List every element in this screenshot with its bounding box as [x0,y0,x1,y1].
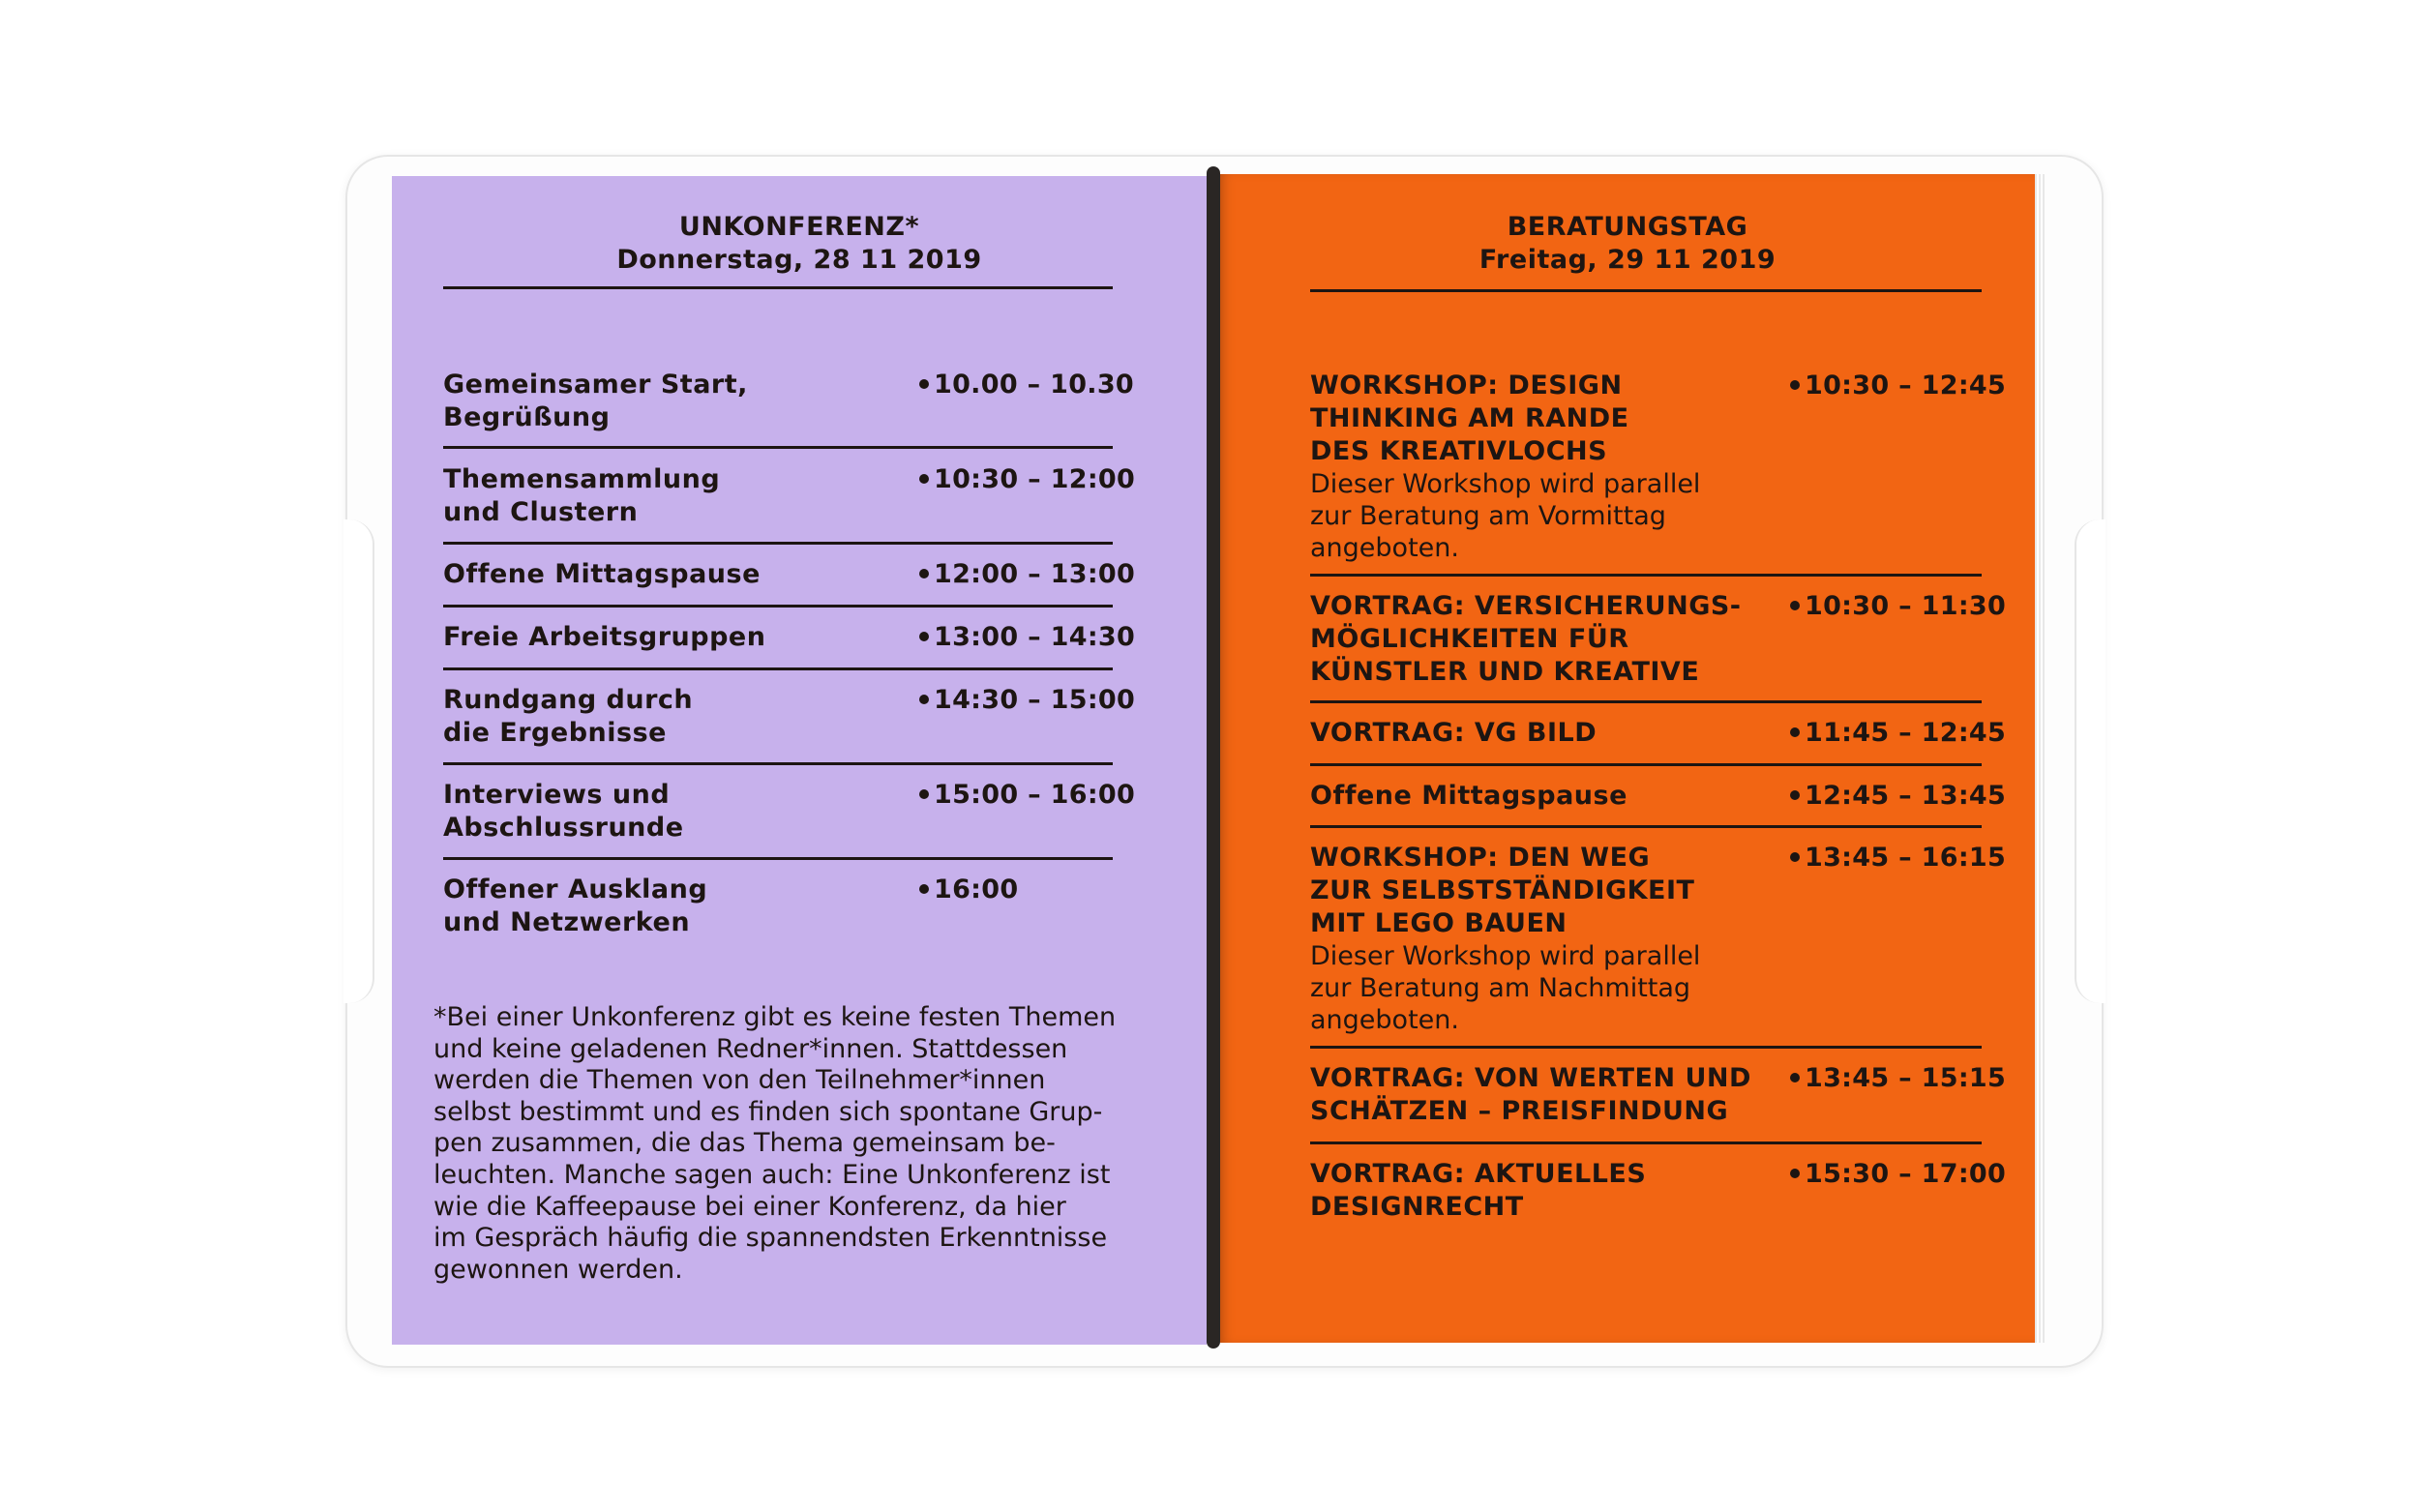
schedule-item-title-line: DES KREATIVLOCHS [1310,436,1608,466]
schedule-item-time: 10.00 – 10.30 [919,369,1134,401]
schedule-item-description-line: angeboten. [1310,533,1459,563]
bullet-icon [1790,852,1800,862]
schedule-item-title-line: SCHÄTZEN – PREISFINDUNG [1310,1096,1729,1126]
bullet-icon [919,379,929,389]
schedule-item-title-line: WORKSHOP: DESIGN [1310,371,1623,400]
schedule-item-title-line: Rundgang durch [443,685,694,715]
footnote-line: pen zusammen, die das Thema gemeinsam be- [433,1128,1056,1159]
footnote-line: werden die Themen von den Teilnehmer*innen [433,1065,1046,1096]
schedule-item-time: 15:00 – 16:00 [919,779,1135,812]
bullet-icon [1790,1073,1800,1082]
schedule-item-title-line: MIT LEGO BAUEN [1310,908,1568,938]
item-divider [443,762,1113,765]
bullet-icon [1790,601,1800,610]
bullet-icon [919,789,929,799]
schedule-item-title-line: die Ergebnisse [443,718,667,748]
item-divider [443,542,1113,545]
schedule-item-time: 12:00 – 13:00 [919,558,1135,591]
schedule-item-title-line: VORTRAG: VG BILD [1310,718,1598,748]
schedule-item-time: 10:30 – 12:45 [1790,370,2006,402]
schedule-item-title-line: KÜNSTLER UND KREATIVE [1310,657,1700,687]
cover-notch-right [2075,519,2105,1003]
bullet-icon [919,884,929,894]
schedule-item-time: 12:45 – 13:45 [1790,780,2006,813]
schedule-item-title-line: Freie Arbeitsgruppen [443,622,766,652]
schedule-item-title-line: Gemeinsamer Start, [443,370,748,400]
schedule-item-time: 16:00 [919,874,1018,906]
schedule-item-time: 10:30 – 12:00 [919,463,1135,496]
left-page-header [392,211,1207,277]
item-divider [443,446,1113,449]
schedule-item-title-line: Offene Mittagspause [1310,781,1628,811]
bullet-icon [919,569,929,578]
schedule-item-time: 14:30 – 15:00 [919,684,1135,717]
bullet-icon [919,474,929,484]
schedule-item-title-line: Themensammlung [443,464,721,494]
booklet-spine [1207,166,1220,1349]
schedule-item-title-line: Begrüßung [443,402,611,432]
schedule-item-time: 13:00 – 14:30 [919,621,1135,654]
schedule-item-title-line: Offene Mittagspause [443,559,761,589]
left-header-rule [443,286,1113,289]
item-divider [1310,700,1982,703]
schedule-item-title-line: WORKSHOP: DEN WEG [1310,843,1651,873]
footnote-line: im Gespräch häufig die spannendsten Erkenntnisse [433,1223,1108,1254]
item-divider [1310,1141,1982,1144]
item-divider [443,667,1113,670]
cover-notch-left [343,519,374,1003]
item-divider [1310,763,1982,766]
left-page-date: Donnerstag, 28 11 2019 [616,245,982,275]
schedule-item-title-line: THINKING AM RANDE [1310,403,1629,433]
schedule-item-title-line: Interviews und [443,780,671,810]
unkonferenz-footnote [433,1002,1130,1286]
page-edges [2035,174,2045,1343]
right-page-title: BERATUNGSTAG [1507,212,1748,242]
schedule-item-time: 15:30 – 17:00 [1790,1158,2006,1191]
schedule-item-title-line: Abschlussrunde [443,813,684,843]
item-divider [1310,1046,1982,1049]
bullet-icon [1790,790,1800,800]
left-page-title: UNKONFERENZ* [678,212,920,242]
schedule-item-title-line: und Clustern [443,497,639,527]
schedule-item-title-line: und Netzwerken [443,907,691,937]
schedule-item-title-line: MÖGLICHKEITEN FÜR [1310,624,1629,654]
bullet-icon [1790,727,1800,737]
schedule-item-title-line: Offener Ausklang [443,875,708,904]
item-divider [1310,825,1982,828]
schedule-item-title-line: ZUR SELBSTSTÄNDIGKEIT [1310,875,1695,905]
footnote-line: leuchten. Manche sagen auch: Eine Unkonferenz ist [433,1159,1111,1190]
footnote-line: wie die Kaffeepause bei einer Konferenz, da hier [433,1191,1066,1222]
item-divider [443,605,1113,608]
schedule-item-title-line: VORTRAG: VERSICHERUNGS- [1310,591,1742,621]
schedule-item-time: 13:45 – 15:15 [1790,1062,2006,1095]
bullet-icon [1790,380,1800,390]
schedule-item-time: 11:45 – 12:45 [1790,717,2006,750]
bullet-icon [919,695,929,704]
schedule-item-description-line: zur Beratung am Nachmittag [1310,973,1691,1003]
bullet-icon [919,632,929,641]
right-page-date: Freitag, 29 11 2019 [1478,245,1777,275]
footnote-line: selbst bestimmt und es finden sich spontane Grup- [433,1096,1103,1127]
schedule-item-time: 13:45 – 16:15 [1790,842,2006,875]
footnote-line: *Bei einer Unkonferenz gibt es keine festen Themen [433,1002,1117,1032]
schedule-item-title-line: VORTRAG: VON WERTEN UND [1310,1063,1751,1093]
bullet-icon [1790,1169,1800,1178]
right-header-rule [1310,289,1982,292]
schedule-item-description-line: zur Beratung am Vormittag [1310,501,1666,531]
footnote-line: und keine geladenen Redner*innen. Stattdessen [433,1033,1068,1064]
schedule-item-title-line: VORTRAG: AKTUELLES [1310,1159,1647,1189]
item-divider [1310,574,1982,577]
schedule-item-time: 10:30 – 11:30 [1790,590,2006,623]
schedule-item-title-line: DESIGNRECHT [1310,1192,1524,1222]
right-page-header [1220,211,2035,277]
schedule-item-description-line: Dieser Workshop wird parallel [1310,469,1701,499]
footnote-line: gewonnen werden. [433,1254,683,1285]
schedule-item-description-line: Dieser Workshop wird parallel [1310,941,1701,971]
schedule-item-description-line: angeboten. [1310,1005,1459,1035]
item-divider [443,857,1113,860]
